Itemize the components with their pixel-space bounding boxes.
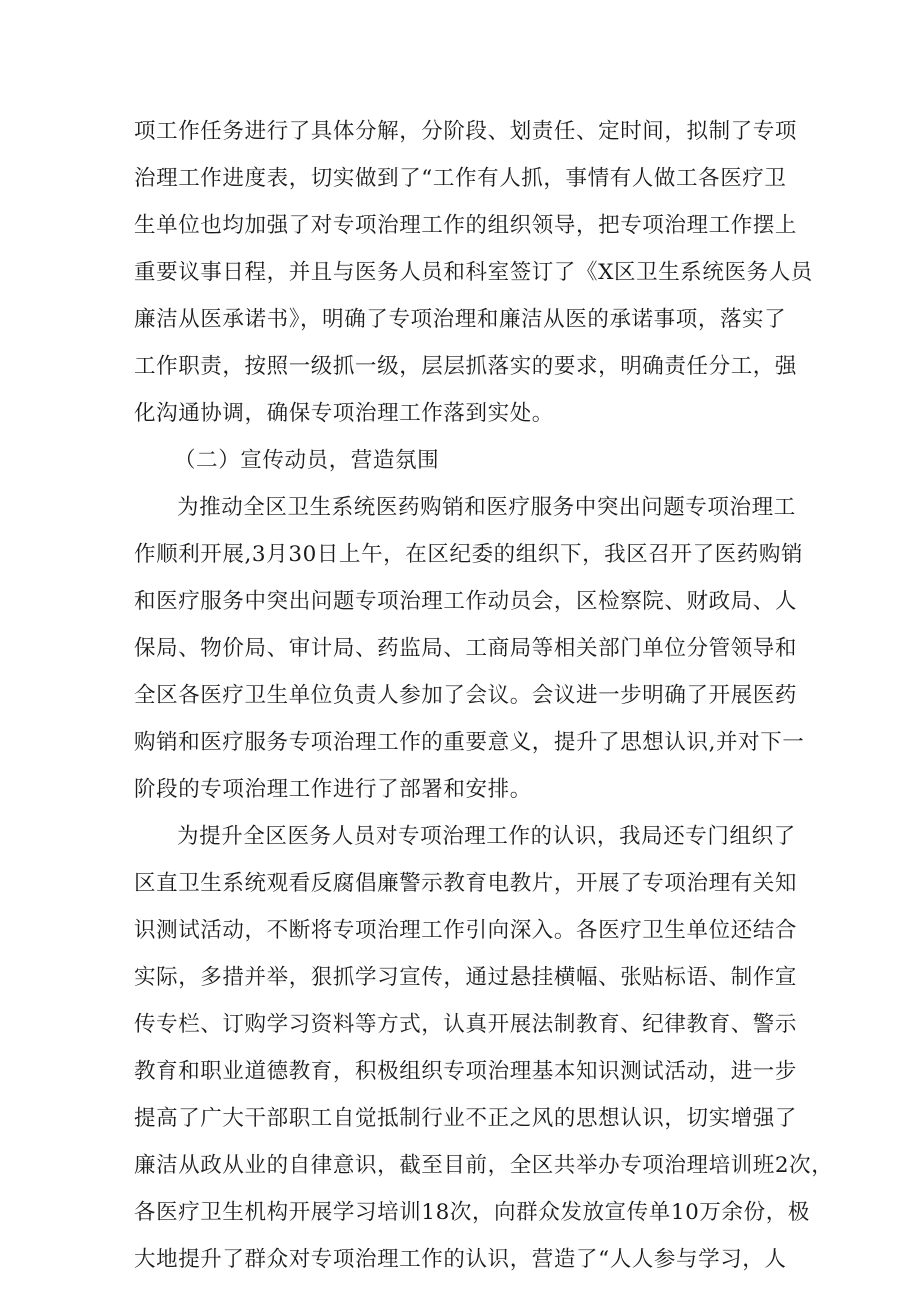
text-line: 重要议事日程，并且与医务人员和科室签订了《X区卫生系统医务人员 (134, 260, 813, 285)
text-line: 全区各医疗卫生单位负责人参加了会议。会议进一步明确了开展医药 (134, 683, 798, 708)
text-line: 教育和职业道德教育，积极组织专项治理基本知识测试活动，进一步 (134, 1059, 798, 1084)
text-line: 作顺利开展,3月30日上午，在区纪委的组织下，我区召开了医药购销 (134, 542, 804, 567)
text-line: 识测试活动，不断将专项治理工作引向深入。各医疗卫生单位还结合 (134, 918, 798, 943)
text-line: 为提升全区医务人员对专项治理工作的认识，我局还专门组织了 (177, 824, 796, 849)
text-line: 生单位也均加强了对专项治理工作的组织领导，把专项治理工作摆上 (134, 213, 798, 238)
text-line: 廉洁从医承诺书》，明确了专项治理和廉洁从医的承诺事项，落实了 (134, 307, 787, 332)
text-line: 工作职责，按照一级抓一级，层层抓落实的要求，明确责任分工，强 (134, 354, 798, 379)
text-line: 实际，多措并举，狠抓学习宣传，通过悬挂横幅、张贴标语、制作宣 (134, 965, 798, 990)
text-line: 区直卫生系统观看反腐倡廉警示教育电教片，开展了专项治理有关知 (134, 871, 798, 896)
text-line: 廉洁从政从业的自律意识，截至目前，全区共举办专项治理培训班2次， (134, 1153, 834, 1178)
text-line: 大地提升了群众对专项治理工作的认识，营造了“人人参与学习，人 (134, 1247, 787, 1272)
paragraph-1 (134, 108, 813, 437)
text-line: 化沟通协调，确保专项治理工作落到实处。 (134, 401, 554, 426)
text-line: 阶段的专项治理工作进行了部署和安排。 (134, 777, 532, 802)
text-line: 保局、物价局、审计局、药监局、工商局等相关部门单位分管领导和 (134, 636, 798, 661)
text-line: 购销和医疗服务专项治理工作的重要意义，提升了思想认识,并对下一 (134, 730, 805, 755)
text-line: 提高了广大干部职工自觉抵制行业不正之风的思想认识，切实增强了 (134, 1106, 798, 1131)
text-line: 治理工作进度表，切实做到了“工作有人抓，事情有人做工各医疗卫 (134, 166, 787, 191)
paragraph-2 (134, 484, 805, 813)
document-body (134, 108, 834, 1283)
text-line: 项工作任务进行了具体分解，分阶段、划责任、定时间，拟制了专项 (134, 119, 798, 144)
text-line: 各医疗卫生机构开展学习培训18次，向群众发放宣传单10万余份，极 (134, 1200, 810, 1225)
text-line: 传专栏、订购学习资料等方式，认真开展法制教育、纪律教育、警示 (134, 1012, 798, 1037)
section-heading: （二）宣传动员，营造氛围 (174, 448, 440, 473)
text-line: 和医疗服务中突出问题专项治理工作动员会，区检察院、财政局、人 (134, 589, 798, 614)
text-line: 为推动全区卫生系统医药购销和医疗服务中突出问题专项治理工 (177, 495, 796, 520)
paragraph-3 (134, 813, 834, 1283)
